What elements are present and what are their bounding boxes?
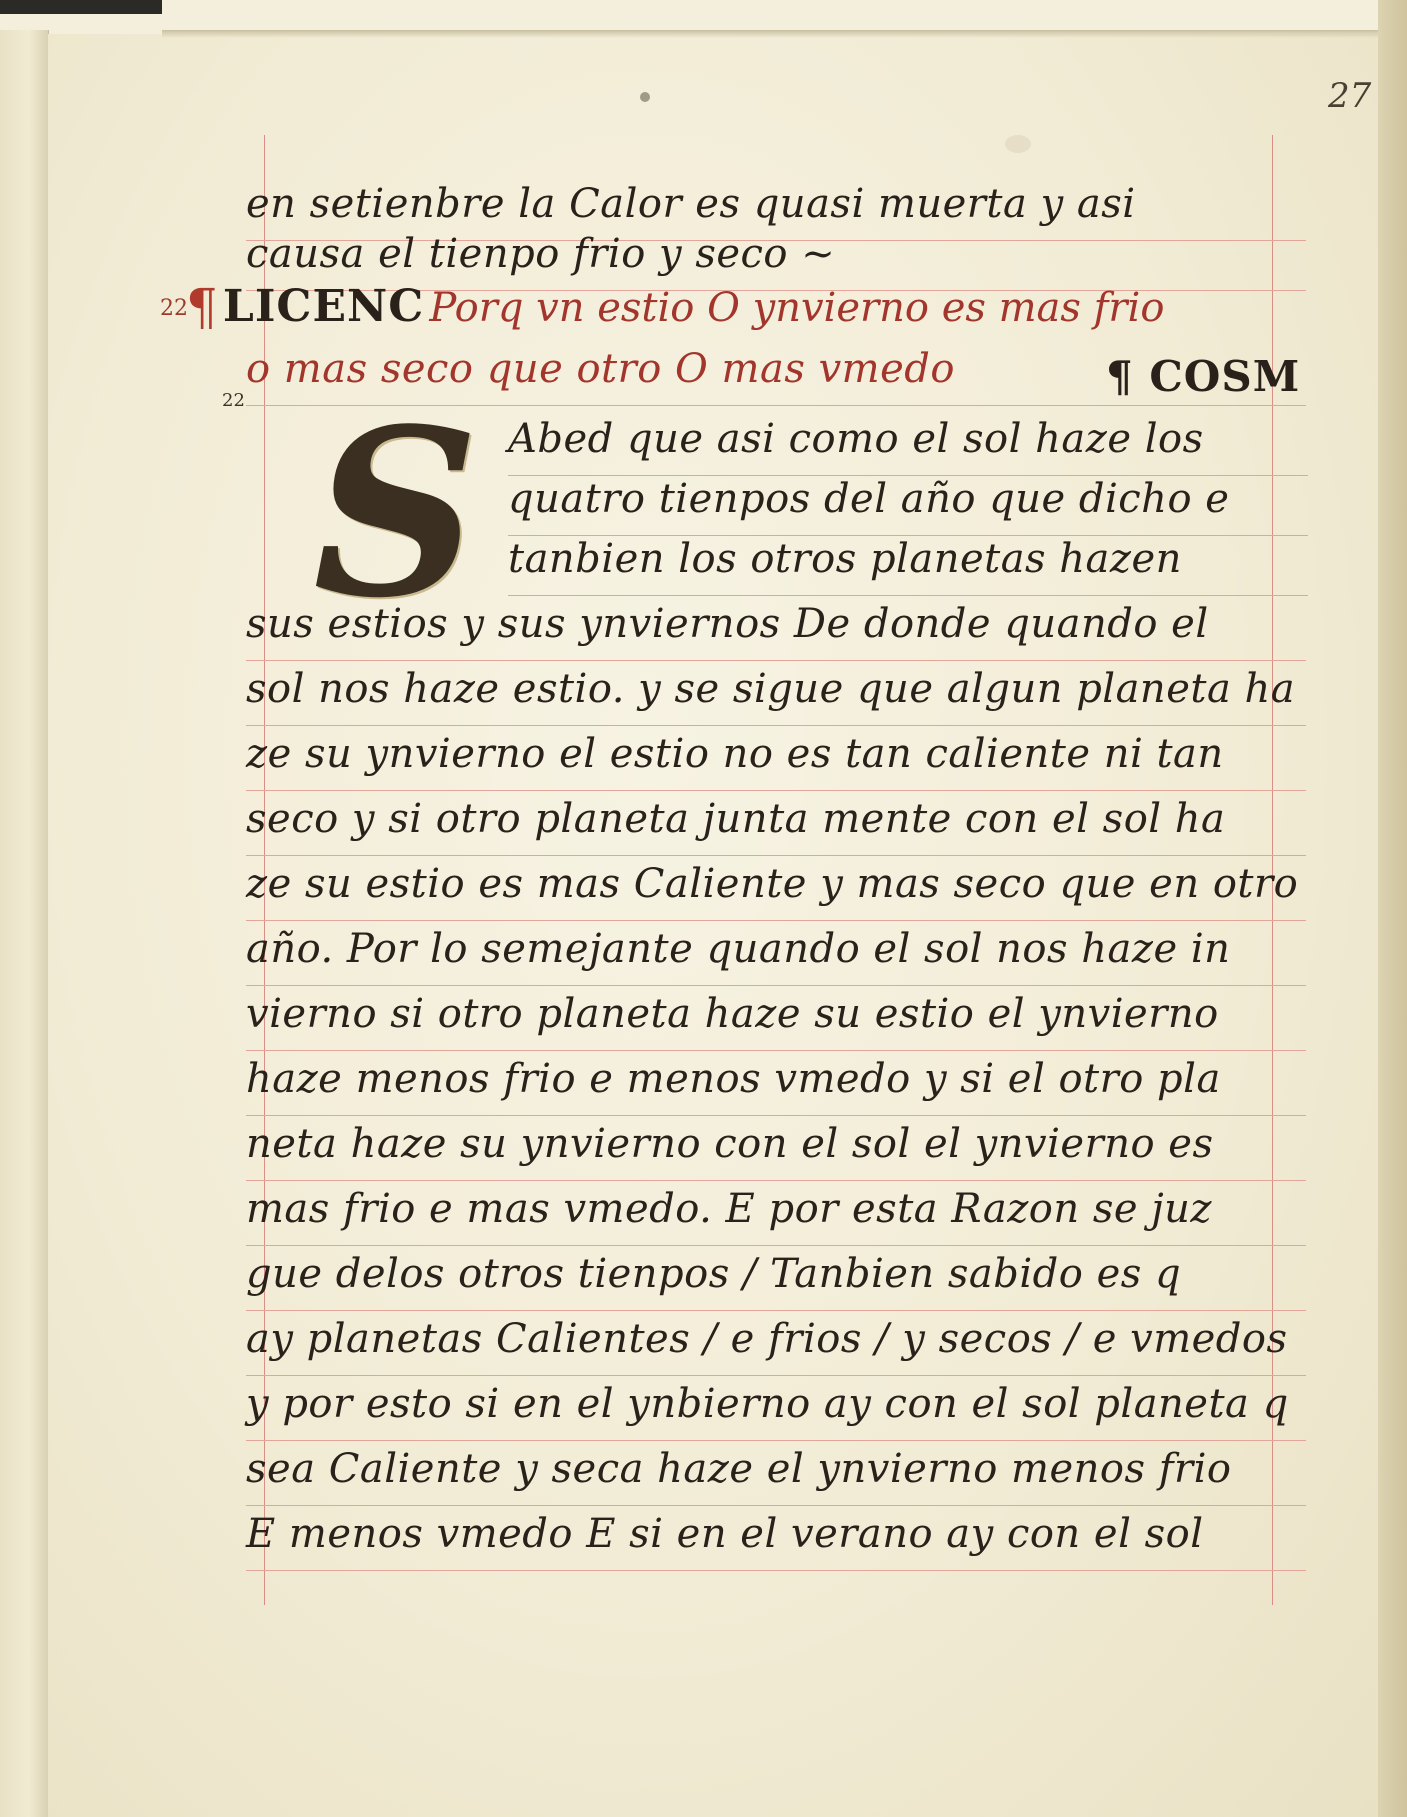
text-line: sol nos haze estio. y se sigue que algun planeta ha [246,655,1306,726]
text-line: ze su estio es mas Caliente y mas seco que en otro [246,850,1306,921]
text-line: año. Por lo semejante quando el sol nos haze in [246,915,1306,986]
text-line: neta haze su ynvierno con el sol el ynvierno es [246,1110,1306,1181]
heading-question: Porq vn estio O ynvierno es mas frio [429,285,1165,331]
text-line: y por esto si en el ynbierno ay con el sol planeta q [246,1370,1306,1441]
text-line: quatro tienpos del año que dicho e [508,465,1308,536]
left-page-edge [0,30,49,1817]
text-line: seco y si otro planeta junta mente con el sol ha [246,785,1306,856]
text-line: en setienbre la Calor es quasi muerta y asi [246,170,1306,241]
binding-edge [0,0,162,14]
text-line: sus estios y sus ynviernos De donde quando el [246,590,1306,661]
top-shadow [162,30,1382,38]
text-line: gue delos otros tienpos / Tanbien sabido es q [246,1240,1306,1311]
decorated-initial [296,379,496,649]
text-line: mas frio e mas vmedo. E por esta Razon se juz [246,1175,1306,1246]
pilcrow-mark: ¶ [186,278,218,336]
text-line: E menos vmedo E si en el verano ay con el sol [246,1500,1306,1571]
ink-dot [640,92,650,102]
right-page-edge [1378,0,1407,1817]
text-line: vierno si otro planeta haze su estio el ynvierno [246,980,1306,1051]
text-line: haze menos frio e menos vmedo y si el otro pla [246,1045,1306,1116]
initial-letter: S [312,379,480,649]
text-line: sea Caliente y seca haze el ynvierno menos frio [246,1435,1306,1506]
text-line: ay planetas Calientes / e frios / y secos / e vmedos [246,1305,1306,1376]
chapter-heading [186,272,1346,342]
rubric-line: o mas seco que otro O mas vmedo [246,335,1306,406]
margin-line-number: 22 [160,296,188,321]
text-line: Abed que asi como el sol haze los [508,405,1308,476]
margin-line-number: 22 [222,390,245,411]
text-line: tanbien los otros planetas hazen [508,525,1308,596]
folio-number: 27 [1328,76,1372,116]
text-line: ze su ynvierno el estio no es tan caliente ni tan [246,720,1306,791]
heading-label: LICENC [222,281,425,332]
text-line: causa el tienpo frio y seco ~ [246,220,1306,291]
section-tag: ¶ COSM [1106,352,1301,401]
